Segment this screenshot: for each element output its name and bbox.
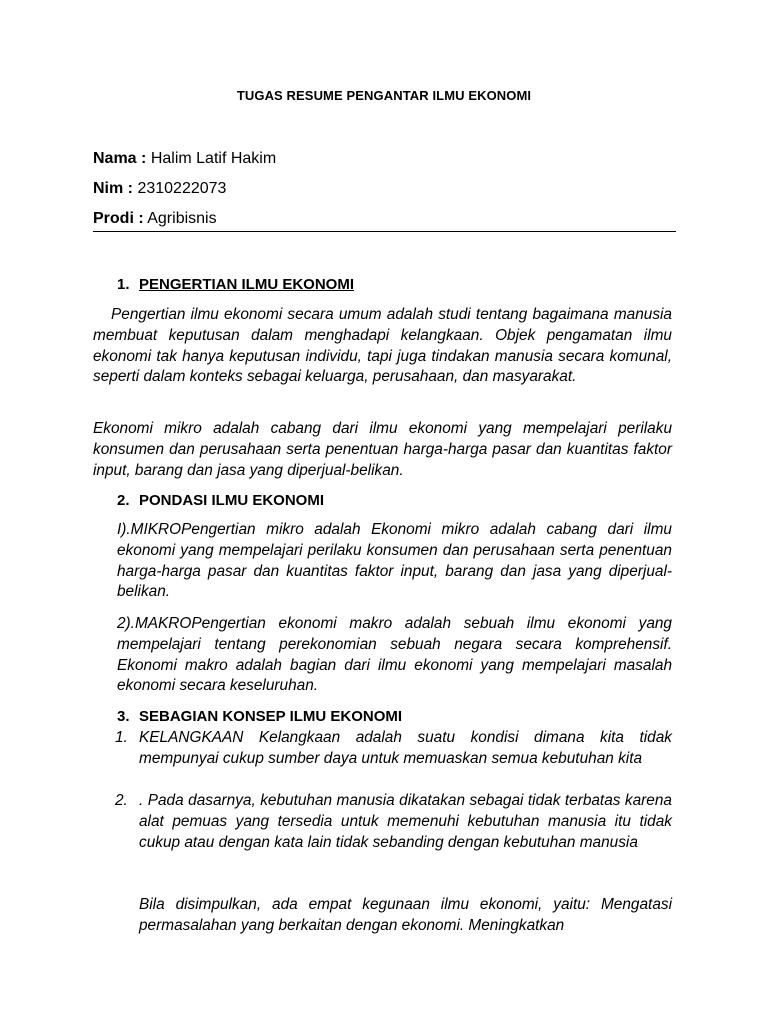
nim-value: 2310222073 (137, 180, 227, 197)
section-1-number: 1. (117, 276, 130, 293)
list-item-text: KELANGKAAN Kelangkaan adalah suatu kondisi dimana kita tidak mempunyai cukup sumber daya untuk memuaskan semua kebutuhan kita (139, 729, 672, 767)
list-item (115, 728, 672, 792)
list-item (115, 791, 672, 875)
list-item-text: . Pada dasarnya, kebutuhan manusia dikatakan sebagai tidak terbatas karena alat pemuas yang tersedia untuk memenuhi kebutuhan manusia itu tidak cukup atau dengan kata lain tidak sebanding dengan kebutuhan manusia (139, 792, 672, 851)
section-3-title: SEBAGIAN KONSEP ILMU EKONOMI (139, 708, 403, 725)
list-item-marker: 2. (115, 792, 128, 809)
section-3-conclusion: Bila disimpulkan, ada empat kegunaan ilmu ekonomi, yaitu: Mengatasi permasalahan yang berkaitan dengan ekonomi. Meningkatkan (139, 896, 672, 934)
section-1-paragraph-1: Pengertian ilmu ekonomi secara umum adalah studi tentang bagaimana manusia membuat keputusan dalam menghadapi kelangkaan. Objek pengamatan ilmu ekonomi tak hanya keputusan individu, tapi juga tindakan manusia secara komunal, seperti dalam konteks sebagai keluarga, perusahaan, dan masyarakat. (93, 306, 672, 386)
section-1-title: PENGERTIAN ILMU EKONOMI (139, 276, 355, 293)
nim-line (93, 180, 226, 198)
section-2-paragraph-2: 2).MAKROPengertian ekonomi makro adalah sebuah ilmu ekonomi yang mempelajari tentang perekonomian sebuah negara secara komprehensif. Ekonomi makro adalah bagian dari ilmu ekonomi yang mempelajari masalah ekonomi secara keseluruhan. (117, 615, 672, 695)
document-title: TUGAS RESUME PENGANTAR ILMU EKONOMI (236, 88, 532, 103)
header-divider (93, 231, 676, 232)
prodi-value: Agribisnis (147, 210, 217, 227)
section-2-paragraph-1: I).MIKROPengertian mikro adalah Ekonomi mikro adalah cabang dari ilmu ekonomi yang mempelajari perilaku konsumen dan perusahaan serta penentuan harga-harga pasar dan kuantitas faktor input, barang dan jasa yang diperjual-belikan. (117, 521, 672, 601)
section-1-heading (117, 276, 354, 293)
section-2-heading (117, 492, 324, 509)
section-3-heading (117, 708, 402, 725)
prodi-label: Prodi : (93, 210, 144, 227)
section-1-paragraph-2: Ekonomi mikro adalah cabang dari ilmu ekonomi yang mempelajari perilaku konsumen dan perusahaan serta penentuan harga-harga pasar dan kuantitas faktor input, barang dan jasa yang diperjual-belikan. (93, 420, 672, 479)
nama-line (93, 150, 276, 168)
nim-label: Nim : (93, 180, 133, 197)
section-3-number: 3. (117, 708, 130, 725)
prodi-line (93, 210, 217, 228)
nama-label: Nama : (93, 150, 147, 167)
list-item-marker: 1. (115, 729, 128, 746)
nama-value: Halim Latif Hakim (150, 150, 277, 167)
section-2-title: PONDASI ILMU EKONOMI (139, 492, 325, 509)
section-2-number: 2. (117, 492, 130, 509)
